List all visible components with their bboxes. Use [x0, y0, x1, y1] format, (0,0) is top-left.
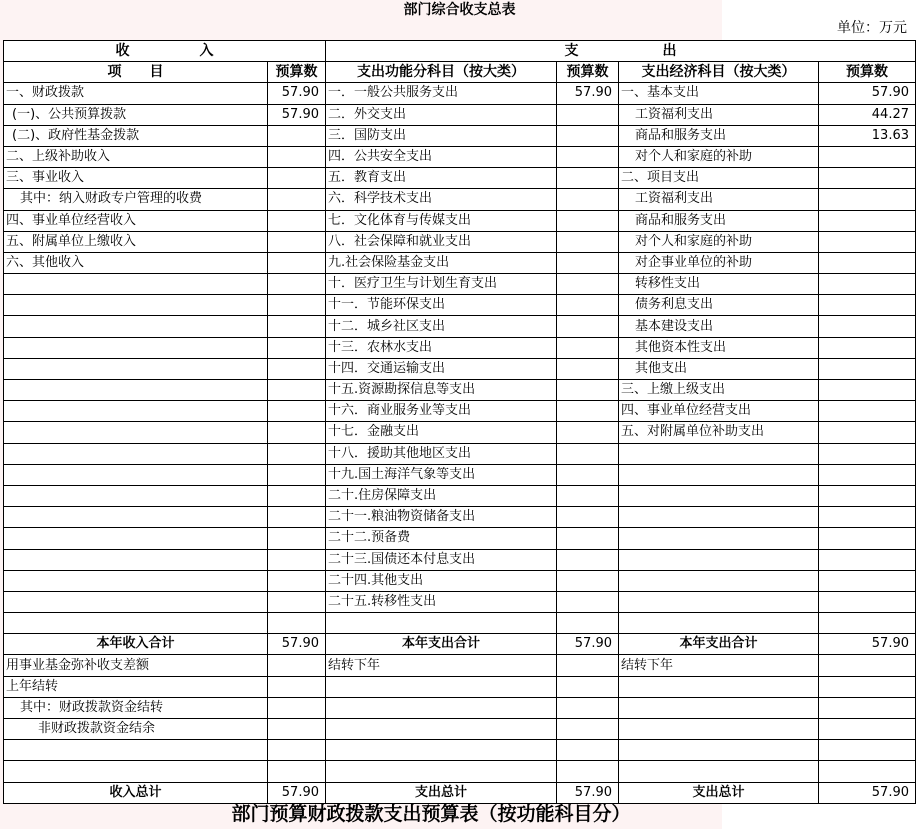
- func-item-cell: 二十二.预备费: [326, 528, 557, 549]
- table-row: [4, 146, 916, 167]
- func-value-cell: [557, 464, 619, 485]
- func-value-cell: [557, 189, 619, 210]
- func-value-cell: [557, 401, 619, 422]
- func-item-cell: 四．公共安全支出: [326, 146, 557, 167]
- econ-value-cell: 44.27: [819, 104, 916, 125]
- func-value-cell: 57.90: [557, 83, 619, 104]
- econ-value-cell: 57.90: [819, 83, 916, 104]
- func-item-cell: 六．科学技术支出: [326, 189, 557, 210]
- econ-item-cell: [619, 591, 819, 612]
- income-value-cell: [268, 358, 326, 379]
- income-item-cell: [4, 507, 268, 528]
- func-grand-label: 支出总计: [326, 782, 557, 803]
- econ-item-cell: [619, 570, 819, 591]
- econ-value-cell: [819, 189, 916, 210]
- econ-value-cell: [819, 252, 916, 273]
- income-section-header: 收 入: [4, 41, 326, 62]
- func-value-cell: [557, 104, 619, 125]
- econ-item-cell: 其他支出: [619, 358, 819, 379]
- econ-item-cell: 转移性支出: [619, 274, 819, 295]
- table-row: [4, 316, 916, 337]
- income-value-cell: [268, 337, 326, 358]
- income-item-cell: 四、事业单位经营收入: [4, 210, 268, 231]
- income-item-cell: [4, 358, 268, 379]
- econ-item-header: 支出经济科目（按大类）: [619, 62, 819, 83]
- econ-value-cell: [819, 316, 916, 337]
- income-value-cell: [268, 464, 326, 485]
- econ-grand-label: 支出总计: [619, 782, 819, 803]
- econ-value-cell: [819, 146, 916, 167]
- table-row: [4, 570, 916, 591]
- income-total-label: 本年收入合计: [4, 634, 268, 655]
- func-value-cell: [557, 316, 619, 337]
- income-total-value: 57.90: [268, 634, 326, 655]
- func-item-cell: 十八．援助其他地区支出: [326, 443, 557, 464]
- func-value-cell: [557, 591, 619, 612]
- income-item-cell: [4, 443, 268, 464]
- func-item-cell: 十．医疗卫生与计划生育支出: [326, 274, 557, 295]
- func-item-cell: 十七．金融支出: [326, 422, 557, 443]
- carry-econ-value: [819, 655, 916, 676]
- table-row: [4, 168, 916, 189]
- income-value-cell: [268, 316, 326, 337]
- table-row: [4, 613, 916, 634]
- func-item-cell: 十三．农林水支出: [326, 337, 557, 358]
- table-row: [4, 295, 916, 316]
- table-row: [4, 274, 916, 295]
- income-value-cell: [268, 168, 326, 189]
- func-item-cell: 七．文化体育与传媒支出: [326, 210, 557, 231]
- carry-row: [4, 719, 916, 740]
- income-value-cell: [268, 401, 326, 422]
- page-title: 部门综合收支总表: [403, 2, 516, 18]
- income-item-cell: [4, 380, 268, 401]
- econ-budget-header: 预算数: [819, 62, 916, 83]
- income-value-cell: [268, 210, 326, 231]
- income-item-cell: [4, 274, 268, 295]
- income-item-cell: [4, 295, 268, 316]
- income-item-cell: [4, 591, 268, 612]
- income-value-cell: [268, 443, 326, 464]
- table-row: [4, 380, 916, 401]
- table-row: [4, 507, 916, 528]
- table-header-row-columns: [4, 62, 916, 83]
- func-item-header: 支出功能分科目（按大类）: [326, 62, 557, 83]
- func-item-cell: 八．社会保障和就业支出: [326, 231, 557, 252]
- econ-item-cell: [619, 464, 819, 485]
- table-row: [4, 210, 916, 231]
- income-value-cell: [268, 380, 326, 401]
- func-item-cell: 二十一.粮油物资储备支出: [326, 507, 557, 528]
- table-row: [4, 549, 916, 570]
- func-value-cell: [557, 422, 619, 443]
- func-item-cell: 二十四.其他支出: [326, 570, 557, 591]
- income-item-cell: [4, 570, 268, 591]
- econ-value-cell: [819, 337, 916, 358]
- func-grand-value: 57.90: [557, 782, 619, 803]
- income-item-cell: [4, 485, 268, 506]
- econ-item-cell: 对个人和家庭的补助: [619, 146, 819, 167]
- econ-item-cell: 工资福利支出: [619, 189, 819, 210]
- table-row: [4, 252, 916, 273]
- econ-item-cell: 工资福利支出: [619, 104, 819, 125]
- income-value-cell: 57.90: [268, 104, 326, 125]
- table-row: [4, 125, 916, 146]
- econ-item-cell: 四、事业单位经营支出: [619, 401, 819, 422]
- func-value-cell: [557, 337, 619, 358]
- income-value-cell: [268, 252, 326, 273]
- income-value-cell: [268, 507, 326, 528]
- table-row: [4, 401, 916, 422]
- econ-value-cell: [819, 443, 916, 464]
- func-item-cell: 二十五.转移性支出: [326, 591, 557, 612]
- func-value-cell: [557, 380, 619, 401]
- econ-item-cell: 对企事业单位的补助: [619, 252, 819, 273]
- econ-total-value: 57.90: [819, 634, 916, 655]
- func-item-cell: 二十三.国债还本付息支出: [326, 549, 557, 570]
- func-value-cell: [557, 231, 619, 252]
- budget-summary-table: [3, 40, 916, 804]
- income-item-cell: 一、财政拨款: [4, 83, 268, 104]
- econ-value-cell: [819, 591, 916, 612]
- income-budget-header: 预算数: [268, 62, 326, 83]
- income-value-cell: [268, 125, 326, 146]
- econ-value-cell: [819, 422, 916, 443]
- econ-item-cell: [619, 528, 819, 549]
- econ-item-cell: 二、项目支出: [619, 168, 819, 189]
- table-row: [4, 231, 916, 252]
- income-value-cell: [268, 146, 326, 167]
- carry-row: [4, 655, 916, 676]
- econ-grand-value: 57.90: [819, 782, 916, 803]
- func-item-cell: [326, 613, 557, 634]
- table-row: [4, 422, 916, 443]
- blank-row: [4, 761, 916, 782]
- carry-income-label: 用事业基金弥补收支差额: [4, 655, 268, 676]
- func-value-cell: [557, 485, 619, 506]
- econ-value-cell: [819, 401, 916, 422]
- income-item-cell: 其中：纳入财政专户管理的收费: [4, 189, 268, 210]
- unit-label: 单位：万元: [837, 20, 907, 36]
- income-item-cell: [4, 316, 268, 337]
- econ-item-cell: [619, 485, 819, 506]
- func-budget-header: 预算数: [557, 62, 619, 83]
- table-row: [4, 591, 916, 612]
- func-value-cell: [557, 168, 619, 189]
- func-item-cell: 三．国防支出: [326, 125, 557, 146]
- func-item-cell: 一．一般公共服务支出: [326, 83, 557, 104]
- carry-income-label: 其中：财政拨款资金结转: [4, 697, 268, 718]
- func-total-value: 57.90: [557, 634, 619, 655]
- econ-total-label: 本年支出合计: [619, 634, 819, 655]
- func-value-cell: [557, 274, 619, 295]
- econ-item-cell: [619, 613, 819, 634]
- next-table-caption: 部门预算财政拨款支出预算表（按功能科目分）: [231, 803, 631, 825]
- income-grand-label: 收入总计: [4, 782, 268, 803]
- func-item-cell: 十六．商业服务业等支出: [326, 401, 557, 422]
- func-item-cell: 十五.资源勘探信息等支出: [326, 380, 557, 401]
- func-value-cell: [557, 570, 619, 591]
- income-item-cell: 五、附属单位上缴收入: [4, 231, 268, 252]
- carry-row: [4, 676, 916, 697]
- income-value-cell: [268, 189, 326, 210]
- func-item-cell: 十一．节能环保支出: [326, 295, 557, 316]
- income-value-cell: [268, 613, 326, 634]
- econ-item-cell: 一、基本支出: [619, 83, 819, 104]
- econ-item-cell: [619, 443, 819, 464]
- income-item-cell: (二)、政府性基金拨款: [4, 125, 268, 146]
- econ-item-cell: [619, 507, 819, 528]
- table-row: [4, 189, 916, 210]
- func-item-cell: 九.社会保险基金支出: [326, 252, 557, 273]
- table-row: [4, 337, 916, 358]
- carry-econ-label: 结转下年: [619, 655, 819, 676]
- econ-item-cell: 五、对附属单位补助支出: [619, 422, 819, 443]
- func-item-cell: 十四．交通运输支出: [326, 358, 557, 379]
- func-value-cell: [557, 252, 619, 273]
- econ-value-cell: [819, 210, 916, 231]
- econ-item-cell: 商品和服务支出: [619, 125, 819, 146]
- econ-value-cell: [819, 485, 916, 506]
- income-item-cell: 六、其他收入: [4, 252, 268, 273]
- econ-item-cell: 对个人和家庭的补助: [619, 231, 819, 252]
- income-value-cell: [268, 591, 326, 612]
- income-value-cell: [268, 549, 326, 570]
- func-item-cell: 十二．城乡社区支出: [326, 316, 557, 337]
- econ-item-cell: 债务利息支出: [619, 295, 819, 316]
- income-value-cell: 57.90: [268, 83, 326, 104]
- blank-row: [4, 740, 916, 761]
- econ-value-cell: [819, 570, 916, 591]
- income-value-cell: [268, 485, 326, 506]
- econ-value-cell: [819, 231, 916, 252]
- income-item-cell: [4, 464, 268, 485]
- func-item-cell: 十九.国土海洋气象等支出: [326, 464, 557, 485]
- income-item-cell: (一)、公共预算拨款: [4, 104, 268, 125]
- table-row: [4, 443, 916, 464]
- income-grand-value: 57.90: [268, 782, 326, 803]
- econ-value-cell: [819, 295, 916, 316]
- total-row: [4, 634, 916, 655]
- econ-item-cell: 其他资本性支出: [619, 337, 819, 358]
- carry-row: [4, 697, 916, 718]
- func-value-cell: [557, 613, 619, 634]
- econ-value-cell: [819, 168, 916, 189]
- income-value-cell: [268, 528, 326, 549]
- econ-value-cell: [819, 274, 916, 295]
- table-row: [4, 464, 916, 485]
- func-value-cell: [557, 295, 619, 316]
- income-value-cell: [268, 422, 326, 443]
- table-row: [4, 83, 916, 104]
- econ-item-cell: 三、上缴上级支出: [619, 380, 819, 401]
- econ-value-cell: [819, 380, 916, 401]
- carry-func-label: 结转下年: [326, 655, 557, 676]
- func-total-label: 本年支出合计: [326, 634, 557, 655]
- income-value-cell: [268, 274, 326, 295]
- carry-income-value: [268, 655, 326, 676]
- income-item-cell: 三、事业收入: [4, 168, 268, 189]
- income-item-header: 项 目: [4, 62, 268, 83]
- econ-value-cell: [819, 549, 916, 570]
- expense-section-header: 支 出: [326, 41, 916, 62]
- func-value-cell: [557, 125, 619, 146]
- table-row: [4, 104, 916, 125]
- func-value-cell: [557, 146, 619, 167]
- econ-value-cell: [819, 613, 916, 634]
- income-value-cell: [268, 295, 326, 316]
- income-item-cell: [4, 528, 268, 549]
- func-value-cell: [557, 507, 619, 528]
- carry-income-label: 上年结转: [4, 676, 268, 697]
- func-value-cell: [557, 443, 619, 464]
- income-value-cell: [268, 570, 326, 591]
- table-row: [4, 485, 916, 506]
- econ-value-cell: [819, 528, 916, 549]
- econ-item-cell: [619, 549, 819, 570]
- econ-value-cell: [819, 507, 916, 528]
- func-value-cell: [557, 528, 619, 549]
- income-item-cell: [4, 613, 268, 634]
- income-item-cell: [4, 549, 268, 570]
- income-value-cell: [268, 231, 326, 252]
- carry-income-label: 非财政拨款资金结余: [4, 719, 268, 740]
- econ-value-cell: [819, 464, 916, 485]
- grand-total-row: [4, 782, 916, 803]
- func-item-cell: 五．教育支出: [326, 168, 557, 189]
- carry-func-value: [557, 655, 619, 676]
- func-value-cell: [557, 210, 619, 231]
- func-value-cell: [557, 549, 619, 570]
- econ-value-cell: 13.63: [819, 125, 916, 146]
- income-item-cell: [4, 337, 268, 358]
- table-row: [4, 528, 916, 549]
- econ-value-cell: [819, 358, 916, 379]
- func-value-cell: [557, 358, 619, 379]
- income-item-cell: 二、上级补助收入: [4, 146, 268, 167]
- func-item-cell: 二十.住房保障支出: [326, 485, 557, 506]
- econ-item-cell: 商品和服务支出: [619, 210, 819, 231]
- table-header-row-section: [4, 41, 916, 62]
- func-item-cell: 二．外交支出: [326, 104, 557, 125]
- table-row: [4, 358, 916, 379]
- econ-item-cell: 基本建设支出: [619, 316, 819, 337]
- income-item-cell: [4, 422, 268, 443]
- income-item-cell: [4, 401, 268, 422]
